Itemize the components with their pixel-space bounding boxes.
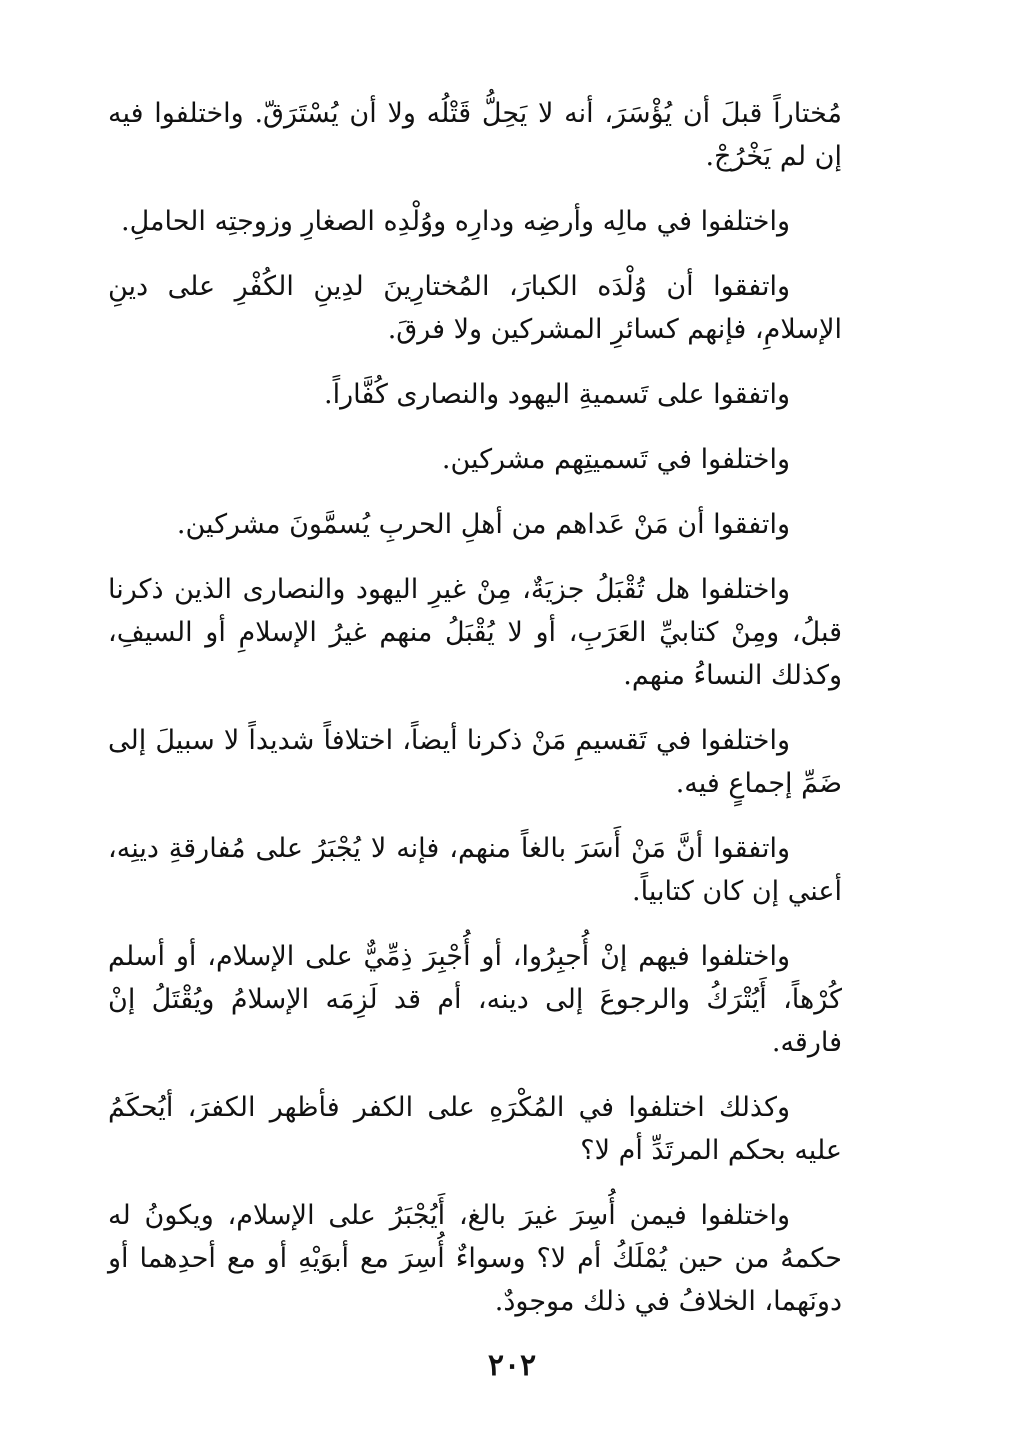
paragraph-2: واختلفوا في مالِه وأرضِه ودارِه ووُلْدِه الصغارِ وزوجتِه الحاملِ. (121, 206, 790, 237)
paragraph-7: واختلفوا هل تُقْبَلُ جزيَةٌ، مِنْ غيرِ اليهود والنصارى الذين ذكرنا قبلُ، ومِنْ كتابيِّ العَرَبِ، أو لا يُقْبَلُ منهم غيرُ الإسلامِ أو السيفِ، وكذلك النساءُ منهم. (108, 574, 842, 691)
page-number: ٢٠٢ (487, 1348, 537, 1383)
paragraph-9: واتفقوا أنَّ مَنْ أَسَرَ بالغاً منهم، فإنه لا يُجْبَرُ على مُفارقةِ دينِه، أعني إن كان كتابياً. (108, 833, 842, 907)
paragraph-4: واتفقوا على تَسميةِ اليهود والنصارى كُفَّاراً. (323, 379, 790, 410)
paragraph-8: واختلفوا في تَقسيمِ مَنْ ذكرنا أيضاً، اختلافاً شديداً لا سبيلَ إلى ضَمِّ إجماعٍ فيه. (108, 725, 842, 799)
paragraph-3: واتفقوا أن وُلْدَه الكبارَ، المُختارِينَ لدِينِ الكُفْرِ على دينِ الإسلامِ، فإنهم كسائرِ المشركين ولا فرقَ. (108, 271, 842, 345)
paragraph-10: واختلفوا فيهم إنْ أُجبِرُوا، أو أُجْبِرَ ذِمِّيٌّ على الإسلام، أو أسلم كُرْهاً، أَيُتْرَكُ والرجوعَ إلى دينه، أم قد لَزِمَه الإسلامُ ويُقْتَلُ إنْ فارقه. (108, 941, 842, 1058)
paragraph-12: واختلفوا فيمن أُسِرَ غيرَ بالغ، أَيُجْبَرُ على الإسلام، ويكونُ له حكمهُ من حين يُمْلَكُ أم لا؟ وسواءٌ أُسِرَ مع أبوَيْهِ أو مع أحدِهما أو دونَهما، الخلافُ في ذلك موجودٌ. (108, 1200, 842, 1317)
paragraph-5: واختلفوا في تَسميتِهم مشركين. (441, 444, 790, 475)
page-body (108, 92, 842, 1345)
paragraph-6: واتفقوا أن مَنْ عَداهم من أهلِ الحربِ يُسمَّونَ مشركين. (176, 509, 790, 540)
paragraph-1: مُختاراً قبلَ أن يُؤْسَرَ، أنه لا يَحِلُّ قَتْلُه ولا أن يُسْتَرَقّ. واختلفوا فيه إن لم يَخْرُجْ. (108, 98, 842, 172)
paragraph-11: وكذلك اختلفوا في المُكْرَهِ على الكفر فأظهر الكفرَ، أيُحكَمُ عليه بحكم المرتَدِّ أم لا؟ (108, 1092, 842, 1166)
